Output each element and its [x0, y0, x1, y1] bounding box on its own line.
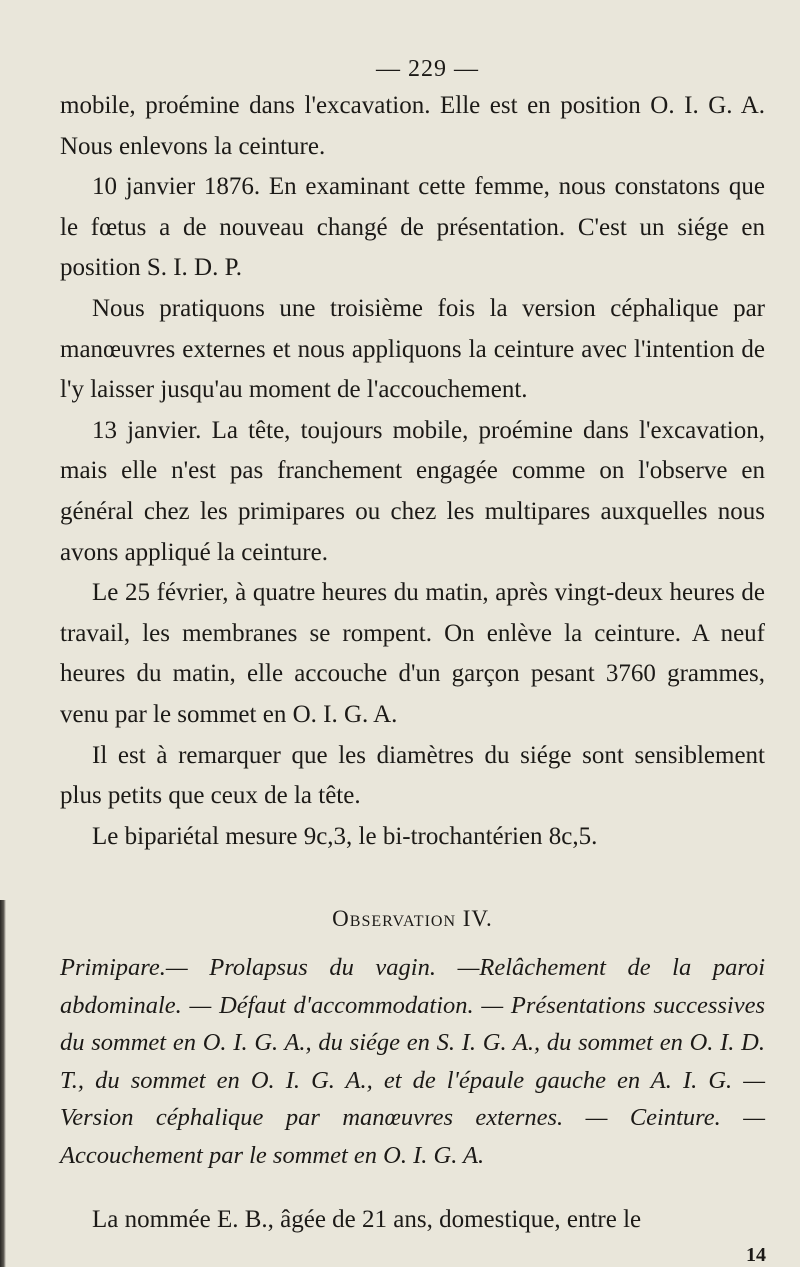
paragraph: mobile, proémine dans l'excavation. Elle est en position O. I. G. A. Nous enlevons la ceinture. [60, 92, 765, 160]
page-number: — 229 — [376, 56, 479, 82]
page-edge-shadow [0, 900, 6, 1267]
paragraph: 10 janvier 1876. En examinant cette femme, nous constatons que le fœtus a de nouveau changé de présentation. C'est un siége en position S. I. D. P. [60, 173, 765, 282]
paragraph: Il est à remarquer que les diamètres du siége sont sensiblement plus petits que ceux de la tête. [60, 741, 765, 810]
signature-mark: 14 [746, 1244, 766, 1266]
body-text [60, 86, 765, 857]
paragraph: Le 25 février, à quatre heures du matin, après vingt-deux heures de travail, les membranes se rompent. On enlève la ceinture. A neuf heures du matin, elle accouche d'un garçon pesant 3760 grammes, venu par le sommet en O. I. G. A. [60, 579, 765, 728]
case-intro: La nommée E. B., âgée de 21 ans, domestique, entre le [92, 1206, 642, 1234]
observation-heading: Observation IV. [332, 906, 493, 932]
book-page [60, 52, 765, 1265]
paragraph: 13 janvier. La tête, toujours mobile, proémine dans l'excavation, mais elle n'est pas franchement engagée comme on l'observe en général chez les primipares ou chez les multipares auxquelles nous avons appliqué la ceinture. [60, 416, 765, 566]
observation-summary: Primipare.— Prolapsus du vagin. —Relâchement de la paroi abdominale. — Défaut d'accommodation. — Présentations successives du sommet en O. I. G. A., du siége en S. I. G. A., du sommet en O. I. D. T., du sommet en O. I. G. A., et de l'épaule gauche en A. I. G. — Version céphalique par manœuvres externes. — Ceinture. —Accouchement par le sommet en O. I. G. A. [60, 954, 765, 1169]
paragraph: Le bipariétal mesure 9c,3, le bi-trochantérien 8c,5. [92, 822, 598, 850]
paragraph: Nous pratiquons une troisième fois la version céphalique par manœuvres externes et nous appliquons la ceinture avec l'intention de l'y laisser jusqu'au moment de l'accouchement. [60, 294, 765, 404]
